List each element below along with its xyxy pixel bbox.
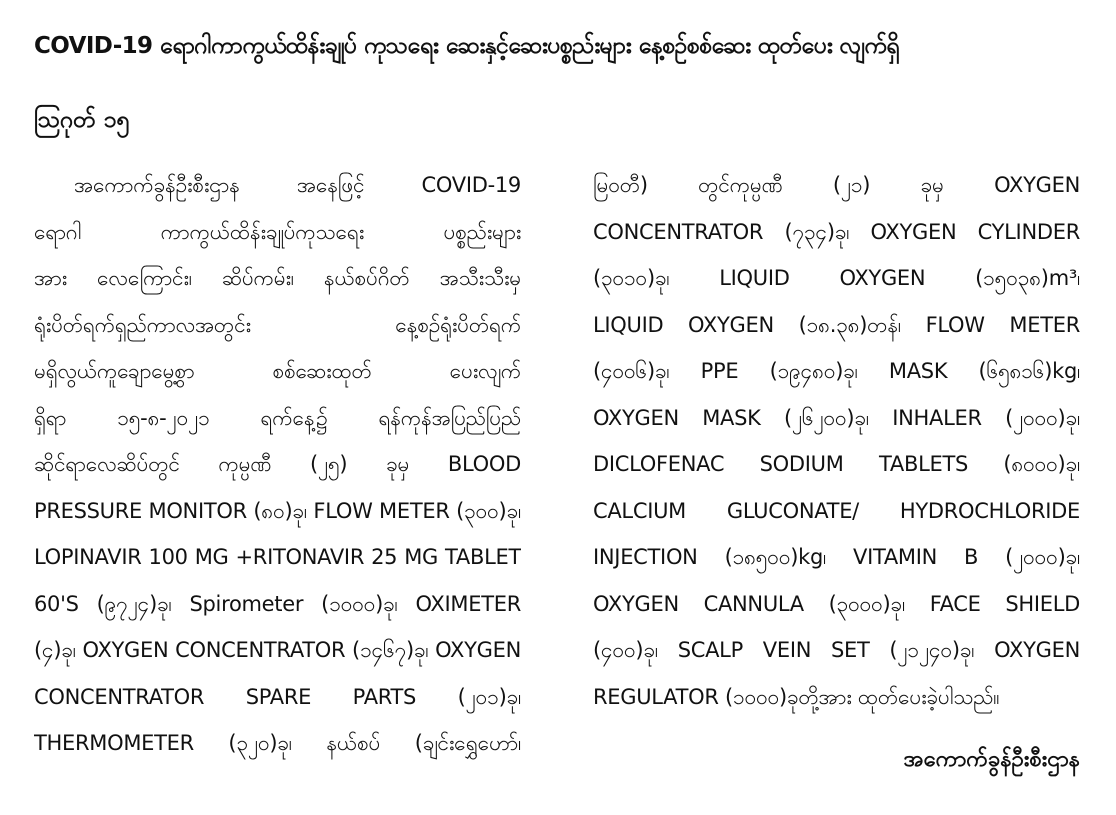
body-text-line: CONCENTRATOR SPARE PARTS (၂၀၁)ခု၊ bbox=[34, 684, 521, 709]
article-right-column bbox=[593, 162, 1080, 720]
body-text-line: OXYGEN MASK (၂၆၂၀၀)ခု၊ INHALER (၂၀၀၀)ခု၊ bbox=[593, 405, 1080, 430]
body-text-line: ရုံးပိတ်ရက်ရှည်ကာလအတွင်း နေ့စဉ်ရုံးပိတ်ရက် bbox=[34, 312, 521, 337]
body-text-line: PRESSURE MONITOR (၈၀)ခု၊ FLOW METER (၃၀၀)ခု၊ bbox=[34, 498, 521, 523]
body-text-line: 60'S (၉၇၂၄)ခု၊ Spirometer (၁၀၀၀)ခု၊ OXIMETER bbox=[34, 591, 521, 616]
body-text-line: ရှိရာ ၁၅-၈-၂၀၂၁ ရက်နေ့၌ ရန်ကုန်အပြည်ပြည် bbox=[34, 405, 521, 430]
body-text-line: THERMOMETER (၃၂၀)ခု၊ နယ်စပ် (ချင်းရွှေဟော်၊ bbox=[34, 731, 521, 755]
body-text-line: အား လေကြောင်း၊ ဆိပ်ကမ်း၊ နယ်စပ်ဂိတ် အသီးသီးမှ bbox=[34, 266, 521, 290]
body-text-line: (၃၀၁၀)ခု၊ LIQUID OXYGEN (၁၅၀၃၈)m³၊ bbox=[593, 266, 1080, 290]
body-text-line: OXYGEN CANNULA (၃၀၀၀)ခု၊ FACE SHIELD bbox=[593, 591, 1080, 616]
body-text-line: LOPINAVIR 100 MG +RITONAVIR 25 MG TABLET bbox=[34, 545, 521, 569]
body-text-line: (၄)ခု၊ OXYGEN CONCENTRATOR (၁၄၆၇)ခု၊ OXYGEN bbox=[34, 638, 521, 662]
body-text-line: DICLOFENAC SODIUM TABLETS (၈၀၀၀)ခု၊ bbox=[593, 452, 1080, 476]
body-text-line: INJECTION (၁၈၅၀၀)kg၊ VITAMIN B (၂၀၀၀)ခု၊ bbox=[593, 545, 1080, 569]
body-text-line: CONCENTRATOR (၇၃၄)ခု၊ OXYGEN CYLINDER bbox=[593, 219, 1080, 244]
body-text-line: ဆိုင်ရာလေဆိပ်တွင် ကုမ္ပဏီ (၂၅) ခုမှ BLOOD bbox=[34, 452, 521, 476]
body-text-line: အကောက်ခွန်ဦးစီးဌာန အနေဖြင့် COVID-19 bbox=[74, 173, 521, 197]
article-left-column bbox=[34, 162, 521, 767]
headline: COVID-19 ရောဂါကာကွယ်ထိန်းချုပ် ကုသရေး ဆေးနှင့်ဆေးပစ္စည်းများ နေ့စဉ်စစ်ဆေး ထုတ်ပေး လျက်ရှိ bbox=[34, 33, 899, 59]
body-text-line: ရောဂါ ကာကွယ်ထိန်းချုပ်ကုသရေး ပစ္စည်းများ bbox=[34, 219, 521, 244]
body-text-line: မရှိလွယ်ကူချောမွေ့စွာ စစ်ဆေးထုတ် ပေးလျက် bbox=[34, 359, 521, 383]
dateline: ဩဂုတ် ၁၅ bbox=[34, 107, 130, 133]
body-text-line: မြဝတီ) တွင်ကုမ္ပဏီ (၂၁) ခုမှ OXYGEN bbox=[593, 173, 1080, 197]
signature: အကောက်ခွန်ဦးစီးဌာန bbox=[903, 747, 1080, 772]
body-text-line: (၄၀၀၆)ခု၊ PPE (၁၉၄၈၀)ခု၊ MASK (၆၅၈၁၆)kg၊ bbox=[593, 359, 1080, 383]
body-text-line: CALCIUM GLUCONATE/ HYDROCHLORIDE bbox=[593, 498, 1080, 523]
body-text-line: (၄၀၀)ခု၊ SCALP VEIN SET (၂၁၂၄၀)ခု၊ OXYGEN bbox=[593, 638, 1080, 662]
body-text-line: REGULATOR (၁၀၀၀)ခုတို့အား ထုတ်ပေးခဲ့ပါသည်။ bbox=[593, 684, 1000, 709]
body-text-line: LIQUID OXYGEN (၁၈.၃၈)တန်၊ FLOW METER bbox=[593, 312, 1080, 337]
